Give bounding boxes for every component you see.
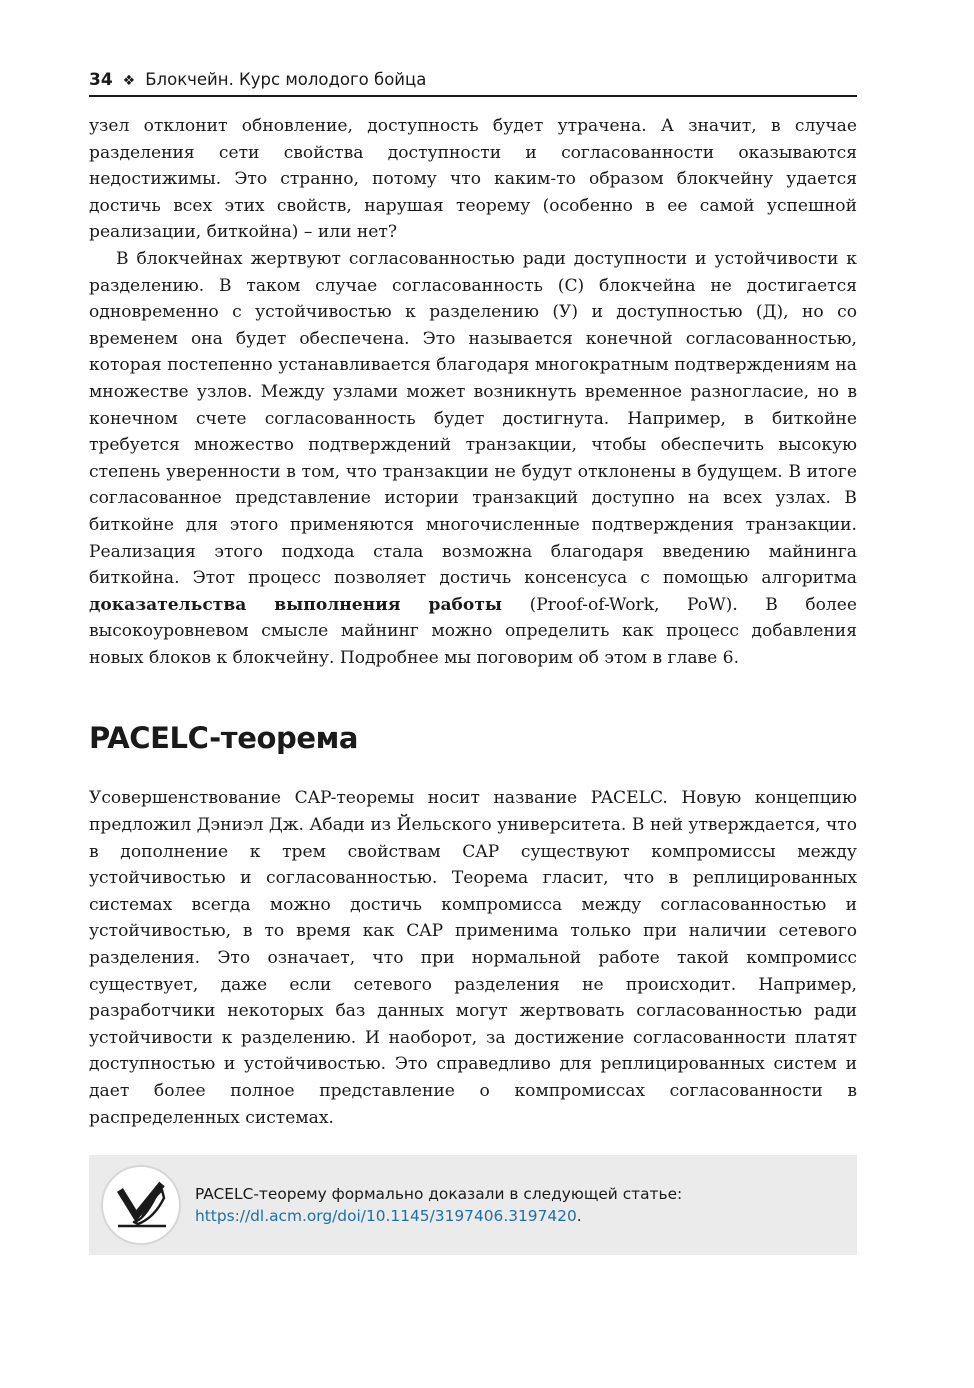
note-text <box>195 1183 841 1227</box>
note-text-body: PACELC-теорему формально доказали в следующей статье: <box>195 1185 683 1204</box>
note-trailing-period: . <box>576 1207 582 1226</box>
paragraph-2 <box>89 246 857 672</box>
page-number: 34 <box>89 70 113 90</box>
book-title: Блокчейн. Курс молодого бойца <box>145 70 427 89</box>
paragraph-2-text-end: (Proof-of-Work, PoW). В более высокоуровневом смысле майнинг можно определить как процесс добавления новых блоков к блокчейну. Подробнее мы поговорим об этом в главе 6. <box>89 594 858 668</box>
running-header <box>89 70 857 97</box>
paragraph-3: Усовершенствование CAP-теоремы носит название PACELC. Новую концепцию предложил Дэниэл Дж. Абади из Йельского университета. В ней утверждается, что в дополнение к трем свойствам CAP существуют компромиссы между устойчивостью и согласованностью. Теорема гласит, что в реплицированных системах всегда можно достичь компромисса между согласованностью и устойчивостью, в то время как CAP применима только при наличии сетевого разделения. Это означает, что при нормальной работе такой компромисс существует, даже если сетевого разделения не происходит. Например, разработчики некоторых баз данных могут жертвовать согласованностью ради устойчивости к разделению. И наоборот, за достижение согласованности платят доступностью и устойчивостью. Это справедливо для реплицированных систем и дает более полное представление о компромиссах согласованности в распределенных системах. <box>89 788 857 1128</box>
paragraph-2-bold-term: доказательства выполнения работы <box>89 594 503 615</box>
note-box <box>89 1155 857 1255</box>
paragraph-1: узел отклонит обновление, доступность будет утрачена. А значит, в случае разделения сети свойства доступности и согласованности оказываются недостижимы. Это странно, потому что каким-то образом блокчейну удается достичь всех этих свойств, нарушая теорему (особенно в ее самой успешной реализации, биткойна) – или нет? <box>89 116 857 243</box>
paragraph-2-text-start: В блокчейнах жертвуют согласованностью ради доступности и устойчивости к разделению. В таком случае согласованность (C) блокчейна не достигается одновременно с устойчивостью к разделению (У) и доступностью (Д), но со временем она будет обеспечена. Это называется конечной согласованностью, которая постепенно устанавливается благодаря многократным подтверждениям на множестве узлов. Между узлами может возникнуть временное разногласие, но в конечном счете согласованность будет достигнута. Например, в биткойне требуется множество подтверждений транзакции, чтобы обеспечить высокую степень уверенности в том, что транзакции не будут отклонены в будущем. В итоге согласованное представление истории транзакций доступно на всех узлах. В биткойне для этого применяются многочисленные подтверждения транзакции. Реализация этого подхода стала возможна благодаря введению майнинга биткойна. Этот процесс позволяет достичь консенсуса с помощью алгоритма <box>89 248 857 589</box>
book-page <box>89 70 857 1255</box>
pencil-checkmark-icon <box>101 1165 181 1245</box>
paper-link[interactable]: https://dl.acm.org/doi/10.1145/3197406.3197420 <box>195 1207 577 1226</box>
section-title: PACELC-теорема <box>89 721 359 756</box>
diamond-separator-icon: ❖ <box>122 73 136 89</box>
